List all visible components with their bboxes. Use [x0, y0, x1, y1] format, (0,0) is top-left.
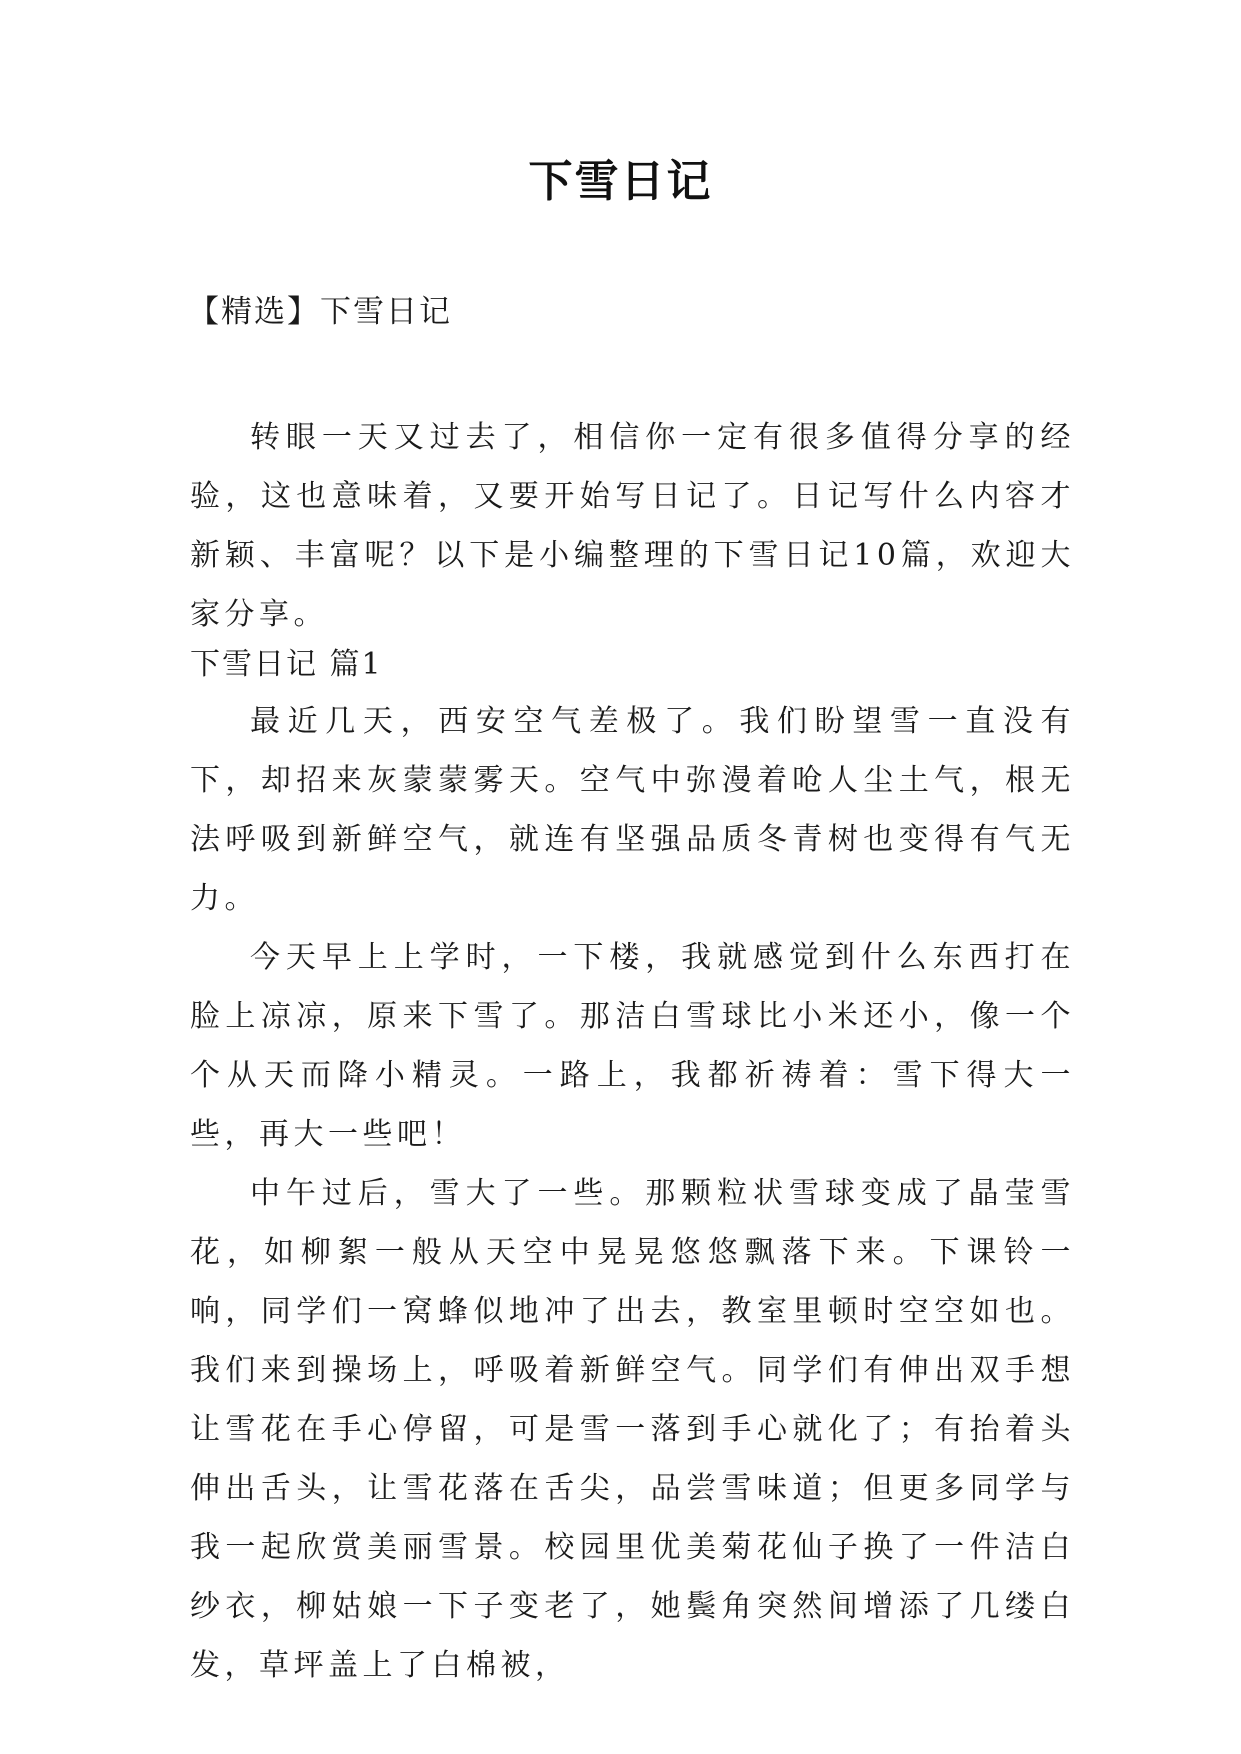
- document-title: 下雪日记: [528, 156, 713, 207]
- section-heading: 下雪日记 篇1: [190, 647, 383, 682]
- body-paragraph-2: 今天早上上学时，一下楼，我就感觉到什么东西打在脸上凉凉，原来下雪了。那洁白雪球比小米还小，像一个个从天而降小精灵。一路上，我都祈祷着：雪下得大一些，再大一些吧！: [190, 940, 1075, 1152]
- body-paragraph-1: 最近几天，西安空气差极了。我们盼望雪一直没有下，却招来灰蒙蒙雾天。空气中弥漫着呛人尘土气，根无法呼吸到新鲜空气，就连有坚强品质冬青树也变得有气无力。: [190, 704, 1075, 916]
- document-subtitle: 【精选】下雪日记: [188, 294, 452, 330]
- intro-text: [190, 408, 1075, 644]
- body-paragraph-3: 中午过后，雪大了一些。那颗粒状雪球变成了晶莹雪花，如柳絮一般从天空中晃晃悠悠飘落下来。下课铃一响，同学们一窝蜂似地冲了出去，教室里顿时空空如也。我们来到操场上，呼吸着新鲜空气。同学们有伸出双手想让雪花在手心停留，可是雪一落到手心就化了；有抬着头伸出舌头，让雪花落在舌尖，品尝雪味道；但更多同学与我一起欣赏美丽雪景。校园里优美菊花仙子换了一件洁白纱衣，柳姑娘一下子变老了，她鬓角突然间增添了几缕白发，草坪盖上了白棉被，: [190, 1176, 1075, 1683]
- intro-paragraph: 转眼一天又过去了，相信你一定有很多值得分享的经验，这也意味着，又要开始写日记了。日记写什么内容才新颖、丰富呢？以下是小编整理的下雪日记10篇，欢迎大家分享。: [190, 420, 1075, 632]
- section-body: [190, 692, 1075, 1695]
